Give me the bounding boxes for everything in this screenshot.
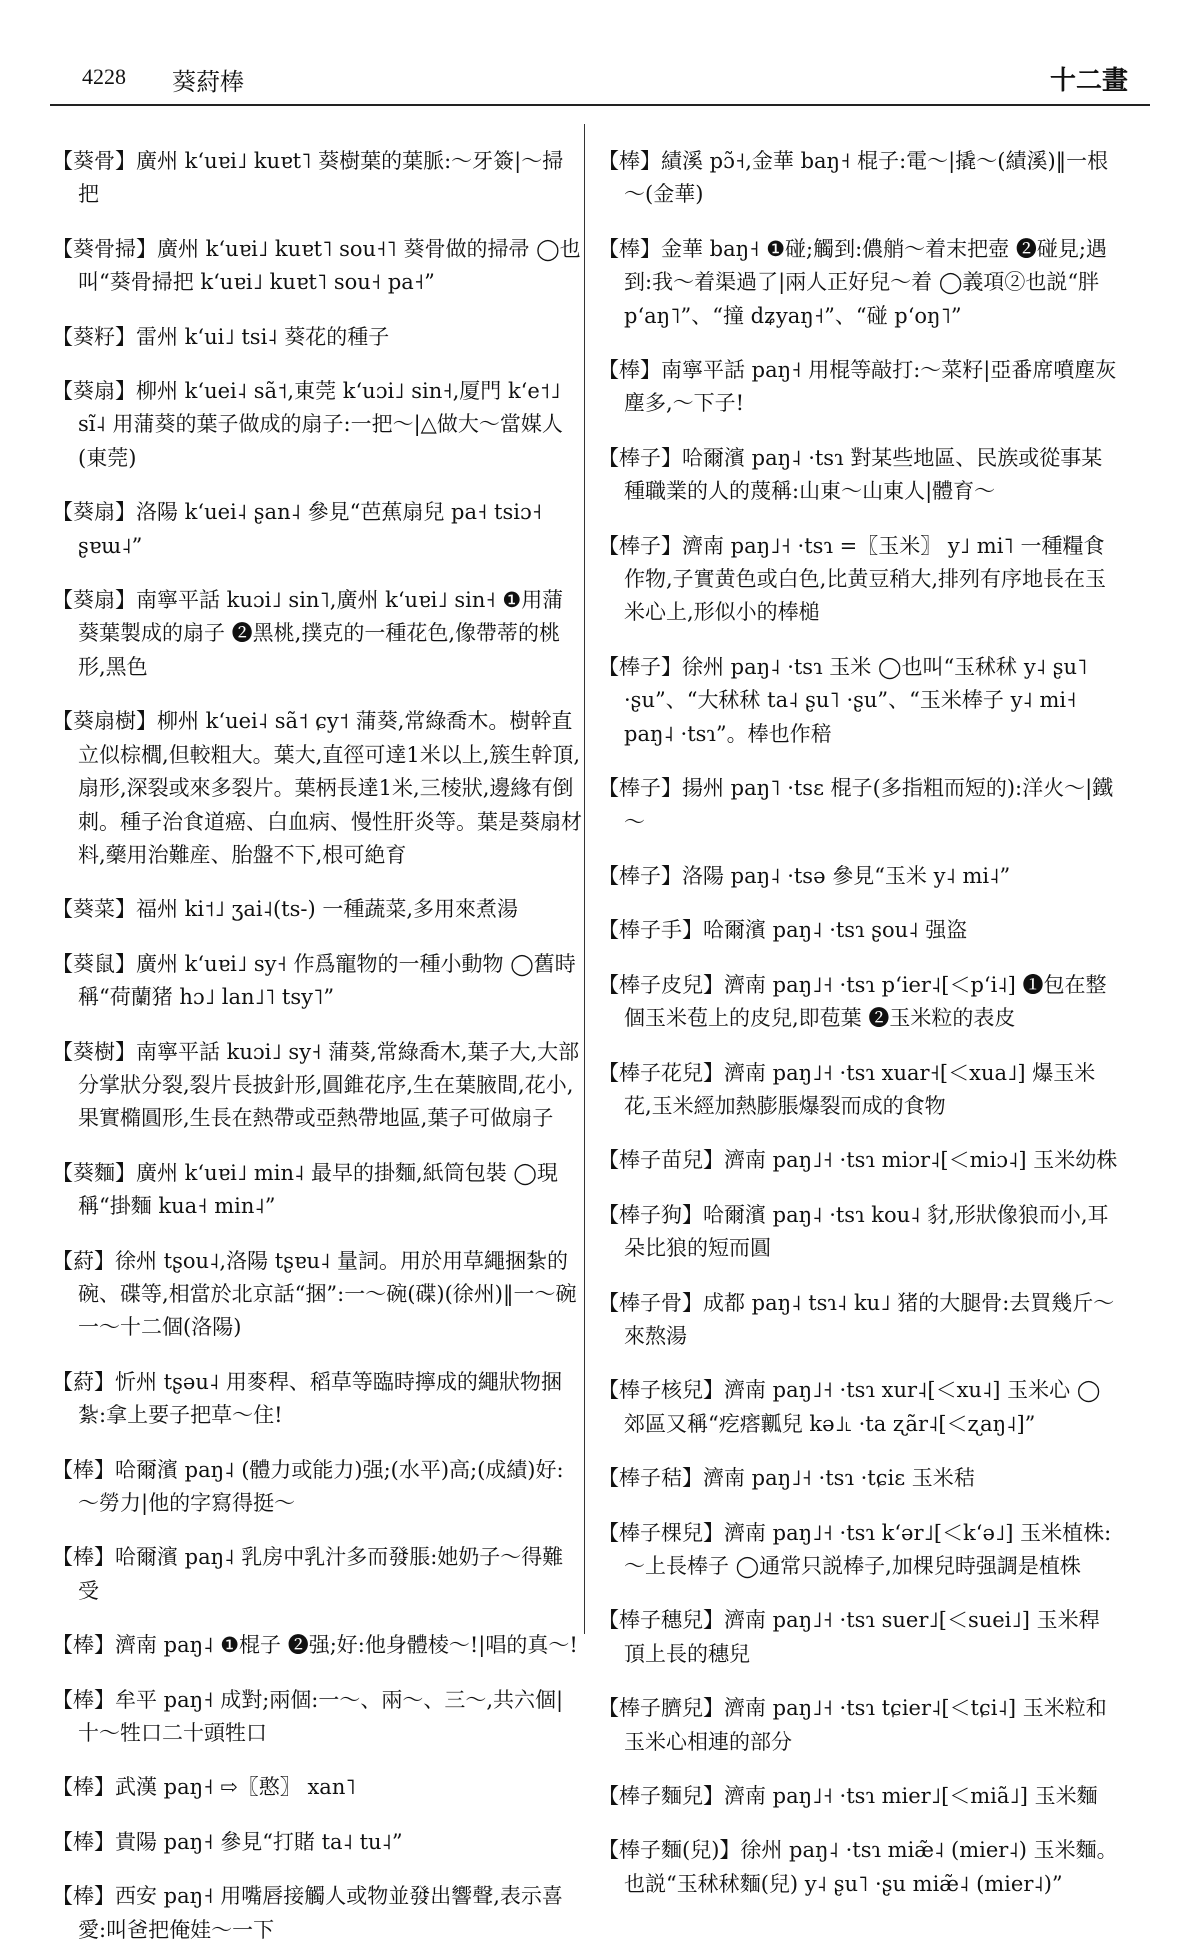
dictionary-entry: 【棒子花兒】濟南 paŋ˩˧ ·tsɿ xuar˧[＜xua˩] 爆玉米花,玉米經加熱膨脹爆裂而成的食物 [598,1060,1096,1118]
dictionary-entry: 【棒】哈爾濱 paŋ˨ (體力或能力)强;(水平)高;(成績)好:～勞力|他的字寫得挺～ [52,1457,564,1515]
dictionary-entry: 【棒子】哈爾濱 paŋ˨ ·tsɿ 對某些地區、民族或從事某種職業的人的蔑稱:山東～山東人|體育～ [598,445,1103,504]
dictionary-entry: 【棒子麵(兒)】徐州 paŋ˨ ·tsɿ miæ̃˨ (mier˨) 玉米麵。也説“玉秫秫麵(兒) y˨ ʂu˥ ·ʂu miæ̃˨ (mier˨)” [598,1838,1118,1896]
dictionary-entry: 【葵鼠】廣州 kʻuɐi˩ sy˧ 作爲寵物的一種小動物 ◯舊時稱“荷蘭猪 hɔ˩ lan˩˥ tsy˥” [52,951,576,1010]
dictionary-entry: 【棒子秸】濟南 paŋ˩˧ ·tsɿ ·tɕiɛ 玉米秸 [598,1466,975,1491]
dictionary-entry: 【葵樹】南寧平話 kuɔi˩ sy˧ 蒲葵,常綠喬木,葉子大,大部分掌狀分裂,裂片長披針形,圓錐花序,生在葉腋間,花小,果實橢圓形,生長在熱帶或亞熱帶地區,葉子可做扇子 [52,1039,580,1131]
dictionary-entry: 【棒子棵兒】濟南 paŋ˩˧ ·tsɿ kʻər˩[＜kʻə˩] 玉米植株:～上長棒子 ◯通常只説棒子,加棵兒時强調是植株 [598,1520,1112,1578]
dictionary-entry: 【棒子手】哈爾濱 paŋ˨ ·tsɿ ʂou˨ 强盗 [598,918,968,943]
dictionary-entry: 【棒】牟平 paŋ˧ 成對;兩個:一～、兩～、三～,共六個|十～牲口二十頭牲口 [52,1687,564,1746]
page-header [50,58,1150,106]
dictionary-entry: 【棒子皮兒】濟南 paŋ˩˧ ·tsɿ pʻier˨[＜pʻi˨] ❶包在整個玉米苞上的皮兒,即苞葉 ❷玉米粒的表皮 [598,972,1107,1031]
page-number: 4228 [82,64,126,89]
dictionary-entry: 【棒子臍兒】濟南 paŋ˩˧ ·tsɿ tɕier˨[＜tɕi˨] 玉米粒和玉米心相連的部分 [598,1696,1107,1754]
page-title: 葵葤棒 [172,68,244,96]
dictionary-entry: 【葤】徐州 tʂou˨,洛陽 tʂɐu˨ 量詞。用於用草繩捆紮的碗、碟等,相當於北京話“捆”:一～碗(碟)(徐州)‖一～碗一～十二個(洛陽) [52,1248,577,1340]
dictionary-entry: 【葵菜】福州 ki˦˩ ʒai˨(ts-) 一種蔬菜,多用來煮湯 [52,897,518,922]
dictionary-entry: 【棒】南寧平話 paŋ˧ 用棍等敲打:～菜籽|亞番席噴塵灰塵多,～下子! [598,358,1117,416]
dictionary-entry: 【葵麵】廣州 kʻuɐi˩ min˨ 最早的掛麵,紙筒包裝 ◯現稱“掛麵 kua˧ min˨” [52,1160,558,1219]
dictionary-entry: 【棒子穗兒】濟南 paŋ˩˧ ·tsɿ suer˩[＜suei˩] 玉米稈頂上長的穗兒 [598,1608,1100,1666]
left-column [52,124,582,1947]
column-divider [584,124,585,1634]
dictionary-entry: 【棒子狗】哈爾濱 paŋ˨ ·tsɿ kou˨ 豺,形狀像狼而小,耳朵比狼的短而圓 [598,1202,1109,1261]
dictionary-entry: 【棒】績溪 pɔ̃˧,金華 baŋ˧ 棍子:電～|撬～(績溪)‖一根～(金華) [598,149,1109,207]
right-column [598,124,1118,1901]
dictionary-entry: 【棒】哈爾濱 paŋ˨ 乳房中乳汁多而發脹:她奶子～得難受 [52,1545,564,1603]
dictionary-entry: 【葵籽】雷州 kʻui˩ tsi˨ 葵花的種子 [52,324,390,349]
dictionary-entry: 【棒子】揚州 paŋ˥ ·tsɛ 棍子(多指粗而短的):洋火～|鐵～ [598,776,1114,834]
dictionary-entry: 【棒子核兒】濟南 paŋ˩˧ ·tsɿ xur˨[＜xu˨] 玉米心 ◯郊區又稱“疙瘩瓤兒 kə˩˪ ·ta ʐãr˨[＜ʐaŋ˨]” [598,1378,1101,1436]
dictionary-entry: 【葵骨掃】廣州 kʻuɐi˩ kuɐt˥ sou˧˥ 葵骨做的掃帚 ◯也叫“葵骨掃把 kʻuɐi˩ kuɐt˥ sou˧ pa˧” [52,236,581,295]
dictionary-entry: 【棒】西安 paŋ˧ 用嘴唇接觸人或物並發出響聲,表示喜愛:叫爸把俺娃～一下 [52,1884,563,1942]
dictionary-entry: 【棒】金華 baŋ˧ ❶碰;觸到:儂艄～着末把壺 ❷碰見;遇到:我～着渠過了|兩人正好兒～着 ◯義項②也説“胖 pʻaŋ˥”、“撞 dʑyaŋ˧”、“碰 pʻoŋ˥” [598,236,1107,328]
dictionary-entry: 【葵扇】洛陽 kʻuei˨ ʂan˨ 參見“芭蕉扇兒 pa˧ tsiɔ˧ ʂɐɯ˨” [52,500,543,558]
dictionary-entry: 【葵扇樹】柳州 kʻuei˨ sã˦ ɕy˦ 蒲葵,常綠喬木。樹幹直立似棕櫚,但較粗大。葉大,直徑可達1米以上,簇生幹頂,扇形,深裂或來多裂片。葉柄長達1米,三棱狀,邊緣有倒刺。種子治食道癌、白血病、慢性肝炎等。葉是葵扇材料,藥用治難産、胎盤不下,根可絶育 [52,709,582,867]
dictionary-entry: 【葵骨】廣州 kʻuɐi˩ kuɐt˥ 葵樹葉的葉脈:～牙簽|～掃把 [52,149,564,207]
dictionary-entry: 【棒】濟南 paŋ˨ ❶棍子 ❷强;好:他身體棱～!|唱的真～! [52,1633,578,1658]
dictionary-entry: 【葵扇】柳州 kʻuei˨ sã˦,東莞 kʻuɔi˩ sin˧,厦門 kʻe˦˩ sĩ˨ 用蒲葵的葉子做成的扇子:一把～|△做大～當媒人(東莞) [52,379,563,470]
dictionary-entry: 【棒子麵兒】濟南 paŋ˩˧ ·tsɿ mier˩[＜miã˩] 玉米麵 [598,1784,1098,1809]
dictionary-entry: 【棒】武漢 paŋ˧ ⇨〖憨〗 xan˥ [52,1775,356,1800]
dictionary-entry: 【棒子】濟南 paŋ˩˧ ·tsɿ =〖玉米〗 y˩ mi˥ 一種糧食作物,子實黄色或白色,比黄豆稍大,排列有序地長在玉米心上,形似小的棒槌 [598,533,1107,625]
dictionary-entry: 【棒子苗兒】濟南 paŋ˩˧ ·tsɿ miɔr˨[＜miɔ˨] 玉米幼株 [598,1148,1118,1173]
dictionary-entry: 【棒子】徐州 paŋ˨ ·tsɿ 玉米 ◯也叫“玉秫秫 y˨ ʂu˥ ·ʂu”、“大秫秫 ta˨ ʂu˥ ·ʂu”、“玉米棒子 y˨ mi˧ paŋ˨ ·tsɿ”。棒也作稖 [598,654,1088,746]
dictionary-entry: 【葤】忻州 tʂəu˨ 用麥稈、稻草等臨時擰成的繩狀物捆紮:拿上要子把草～住! [52,1369,562,1428]
dictionary-entry: 【棒】貴陽 paŋ˧ 參見“打賭 ta˨ tu˨” [52,1829,403,1854]
stroke-count-heading: 十二畫 [1049,66,1128,96]
dictionary-entry: 【葵扇】南寧平話 kuɔi˩ sin˥,廣州 kʻuɐi˩ sin˧ ❶用蒲葵葉製成的扇子 ❷黑桃,撲克的一種花色,像帶蒂的桃形,黑色 [52,588,564,679]
dictionary-entry: 【棒子】洛陽 paŋ˨ ·tsə 參見“玉米 y˨ mi˨” [598,863,1011,888]
dictionary-entry: 【棒子骨】成都 paŋ˨ tsɿ˨ ku˩ 猪的大腿骨:去買幾斤～來熬湯 [598,1290,1115,1348]
